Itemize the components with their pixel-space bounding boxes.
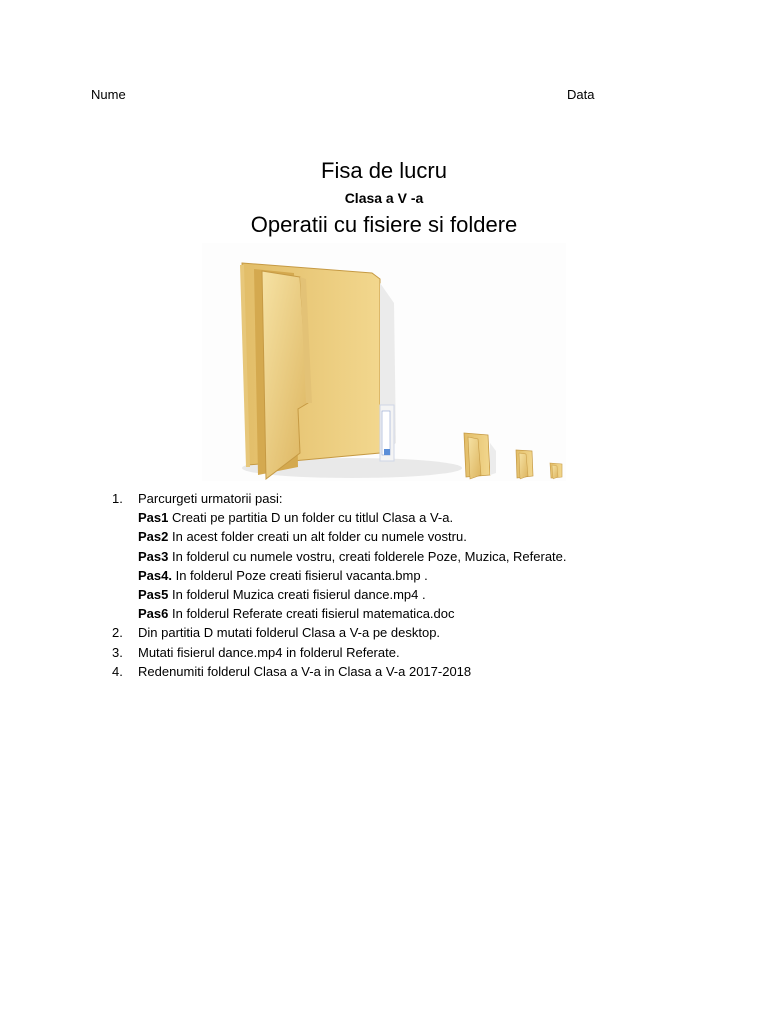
tiny-folder-icon: [550, 463, 562, 479]
list-item: [112, 643, 712, 662]
step-text: In folderul cu numele vostru, creati folderele Poze, Muzica, Referate.: [168, 548, 567, 564]
step-2: [112, 527, 712, 546]
list-number: 4.: [112, 663, 123, 679]
step-6: [112, 604, 712, 623]
list-number: 1.: [112, 491, 123, 506]
small-folder-icon: [516, 450, 533, 479]
step-label: Pas6: [138, 606, 169, 622]
list-text: Redenumiti folderul Clasa a V-a in Clasa a V-a 2017-2018: [138, 663, 472, 679]
list-item: [112, 489, 712, 508]
list-text: Mutati fisierul dance.mp4 in folderul Referate.: [138, 644, 400, 660]
step-label: Pas2: [138, 529, 169, 545]
list-text: Parcurgeti urmatorii pasi:: [138, 491, 283, 506]
list-number: 3.: [112, 644, 123, 660]
step-text: In folderul Poze creati fisierul vacanta.bmp .: [171, 567, 428, 583]
list-number: 2.: [112, 625, 123, 641]
name-label: Nume: [91, 87, 126, 102]
step-text: Creati pe partitia D un folder cu titlul Clasa a V-a.: [168, 510, 454, 526]
step-label: Pas5: [138, 587, 169, 603]
step-1: [112, 508, 712, 527]
list-item: [112, 623, 712, 642]
list-text: Din partitia D mutati folderul Clasa a V-a pe desktop.: [138, 625, 441, 641]
step-4: [112, 566, 712, 585]
step-3: [112, 547, 712, 566]
folder-icons-image: [202, 243, 566, 481]
list-item: [112, 662, 712, 681]
worksheet-title: Fisa de lucru: [321, 158, 447, 183]
step-5: [112, 585, 712, 604]
step-text: In folderul Referate creati fisierul matematica.doc: [168, 606, 455, 622]
step-text: In acest folder creati un alt folder cu numele vostru.: [168, 529, 467, 545]
step-label: Pas4.: [138, 567, 172, 583]
task-list: [112, 489, 712, 681]
step-label: Pas1: [138, 510, 169, 526]
step-label: Pas3: [138, 548, 169, 564]
date-label: Data: [567, 87, 595, 102]
class-subtitle: Clasa a V -a: [344, 190, 424, 206]
topic-heading: Operatii cu fisiere si foldere: [250, 212, 518, 237]
step-text: In folderul Muzica creati fisierul dance.mp4 .: [168, 587, 426, 603]
